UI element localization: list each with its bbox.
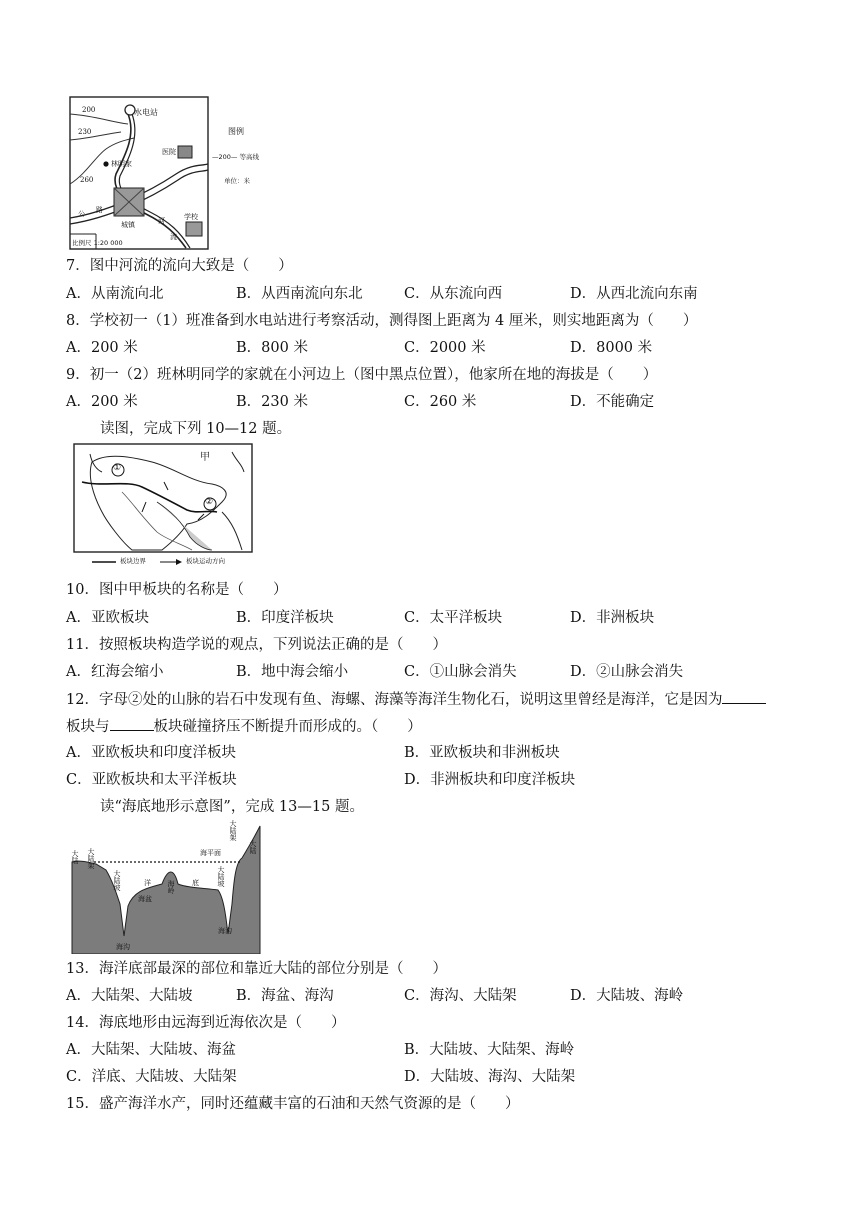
q7-option-a[interactable]: A．从南流向北 <box>66 286 164 302</box>
q9-option-a[interactable]: A．200 米 <box>66 394 138 410</box>
q12-stem-b: 板块与 <box>66 719 110 735</box>
q14-stem: 14．海底地形由远海到近海依次是（ ） <box>66 1015 346 1031</box>
q14-option-a[interactable]: A．大陆架、大陆坡、海盆 <box>66 1042 236 1058</box>
q12-option-c[interactable]: C．亚欧板块和太平洋板块 <box>66 772 237 788</box>
legend-title: 图例 <box>228 127 244 136</box>
q11-option-b[interactable]: B．地中海会缩小 <box>236 664 349 680</box>
scale-label: 比例尺 1:20 000 <box>72 239 123 247</box>
river-label-1: 河 <box>158 217 165 225</box>
plate-map-figure <box>72 442 256 570</box>
q13-option-c[interactable]: C．海沟、大陆架 <box>404 988 517 1004</box>
q14-option-c[interactable]: C．洋底、大陆坡、大陆架 <box>66 1069 237 1085</box>
q7-option-c[interactable]: C．从东流向西 <box>404 286 503 302</box>
q9-option-c[interactable]: C．260 米 <box>404 394 477 410</box>
q8-option-a[interactable]: A．200 米 <box>66 340 138 356</box>
q9-stem: 9．初一（2）班林明同学的家就在小河边上（图中黑点位置），他家所在地的海拔是（ ） <box>66 367 658 383</box>
q8-option-b[interactable]: B．800 米 <box>236 340 308 356</box>
q13-option-b[interactable]: B．海盆、海沟 <box>236 988 334 1004</box>
legend-boundary: 板块边界 <box>120 557 146 565</box>
contour-label-230: 230 <box>78 128 92 136</box>
land-right-label: 大陆 <box>249 840 257 854</box>
q12-stem-c: 板块碰撞挤压不断提升而形成的。（ ） <box>153 719 422 735</box>
road-label-2: 路 <box>96 206 103 214</box>
plate-label-2: ② <box>205 497 214 507</box>
q7-option-d[interactable]: D．从西北流向东南 <box>570 286 698 302</box>
sea-level-label: 海平面 <box>200 849 221 857</box>
q12-option-a[interactable]: A．亚欧板块和印度洋板块 <box>66 745 236 761</box>
slope-right-label: 大陆坡 <box>217 866 225 887</box>
q8-option-c[interactable]: C．2000 米 <box>404 340 486 356</box>
q14-option-d[interactable]: D．大陆坡、海沟、大陆架 <box>404 1069 576 1085</box>
q10-option-a[interactable]: A．亚欧板块 <box>66 610 149 626</box>
q9-option-d[interactable]: D．不能确定 <box>570 394 655 410</box>
legend-contour: —200— 等高线 <box>212 153 259 161</box>
q7-stem: 7．图中河流的流向大致是（ ） <box>66 258 293 274</box>
seafloor-figure <box>70 818 262 954</box>
q10-option-c[interactable]: C．太平洋板块 <box>404 610 503 626</box>
basin-label: 海盆 <box>138 895 152 903</box>
q14-option-b[interactable]: B．大陆坡、大陆架、海岭 <box>404 1042 575 1058</box>
river-label-2: 流 <box>170 233 177 241</box>
contour-map-figure <box>66 94 262 254</box>
q8-option-d[interactable]: D．8000 米 <box>570 340 653 356</box>
q10-option-d[interactable]: D．非洲板块 <box>570 610 655 626</box>
plate-label-1: ① <box>113 463 122 473</box>
legend-motion: 板块运动方向 <box>186 557 225 565</box>
q11-stem: 11．按照板块构造学说的观点，下列说法正确的是（ ） <box>66 637 447 653</box>
q10-stem: 10．图中甲板块的名称是（ ） <box>66 582 288 598</box>
q12-option-b[interactable]: B．亚欧板块和非洲板块 <box>404 745 560 761</box>
water-station-label: 水电站 <box>134 108 158 117</box>
shelf-right-label: 大陆架 <box>229 820 237 841</box>
q12-stem-line1 <box>66 690 766 709</box>
land-left-label: 大陆 <box>71 850 79 864</box>
q11-option-d[interactable]: D．②山脉会消失 <box>570 664 684 680</box>
intro-10-12: 读图，完成下列 10—12 题。 <box>100 421 292 437</box>
road-label-1: 公 <box>78 210 85 218</box>
q11-option-a[interactable]: A．红海会缩小 <box>66 664 164 680</box>
q13-option-a[interactable]: A．大陆架、大陆坡 <box>66 988 193 1004</box>
home-label: 林明家 <box>111 160 132 168</box>
school-label: 学校 <box>184 213 198 221</box>
q12-stem-a: 12．字母②处的山脉的岩石中发现有鱼、海螺、海藻等海洋生物化石，说明这里曾经是海洋，它是因为 <box>66 692 723 708</box>
town-label: 城镇 <box>121 221 135 229</box>
q13-option-d[interactable]: D．大陆坡、海岭 <box>570 988 684 1004</box>
q12-blank-1[interactable] <box>722 690 766 704</box>
q15-stem: 15．盛产海洋水产，同时还蕴藏丰富的石油和天然气资源的是（ ） <box>66 1096 520 1112</box>
hospital-label: 医院 <box>162 148 176 156</box>
q7-option-b[interactable]: B．从西南流向东北 <box>236 286 363 302</box>
q10-option-b[interactable]: B．印度洋板块 <box>236 610 334 626</box>
ocean-label-1: 洋 <box>144 879 151 887</box>
contour-label-260: 260 <box>80 176 94 184</box>
shelf-left-label: 大陆架 <box>87 848 95 869</box>
ridge-label: 海岭 <box>167 880 175 894</box>
contour-label-200: 200 <box>82 106 96 114</box>
q12-stem-line2 <box>66 717 422 736</box>
q12-option-d[interactable]: D．非洲板块和印度洋板块 <box>404 772 576 788</box>
trench-left-label: 海沟 <box>116 943 130 951</box>
slope-left-label: 大陆坡 <box>113 870 121 891</box>
q12-blank-2[interactable] <box>110 717 154 731</box>
q9-option-b[interactable]: B．230 米 <box>236 394 308 410</box>
q8-stem: 8．学校初一（1）班准备到水电站进行考察活动，测得图上距离为 4 厘米，则实地距离为（ ） <box>66 313 698 329</box>
q11-option-c[interactable]: C．①山脉会消失 <box>404 664 517 680</box>
ocean-label-2: 底 <box>192 879 199 887</box>
q13-stem: 13．海洋底部最深的部位和靠近大陆的部位分别是（ ） <box>66 961 447 977</box>
trench-right-label: 海沟 <box>218 927 232 935</box>
intro-13-15: 读“海底地形示意图”，完成 13—15 题。 <box>100 799 364 815</box>
plate-label-jia: 甲 <box>200 452 210 463</box>
legend-unit: 单位：米 <box>224 177 250 185</box>
